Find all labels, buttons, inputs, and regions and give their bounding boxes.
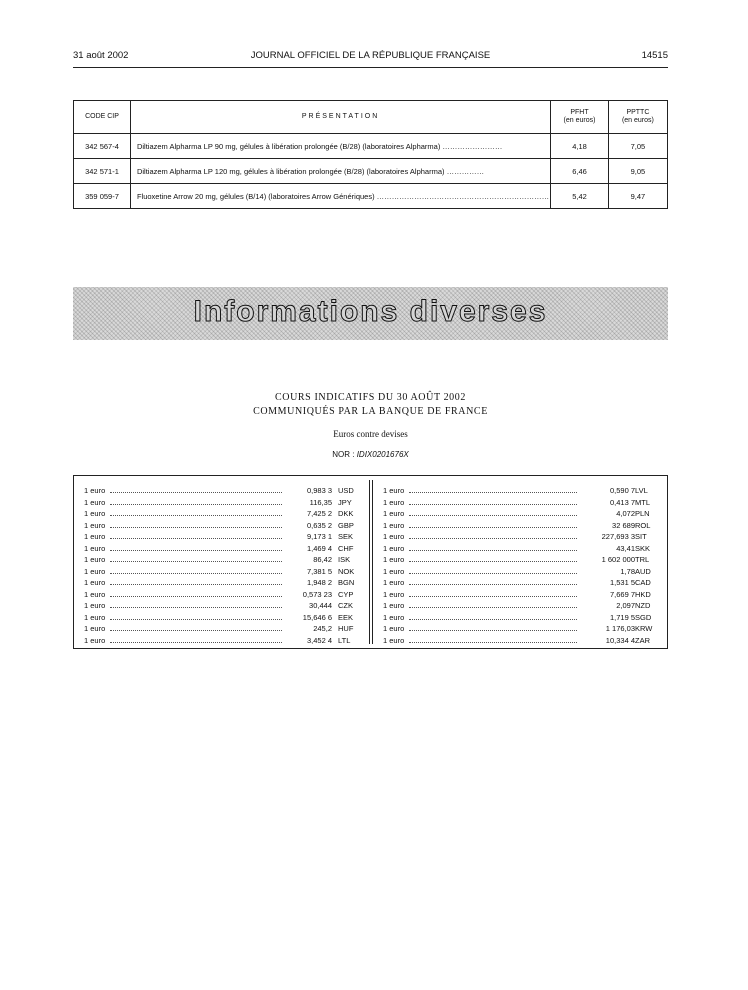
presentation-text: Diltiazem Alpharma LP 120 mg, gélules à libération prolongée (B/28) (laboratoires Alpharma): [136, 166, 445, 176]
cours-title-line2: COMMUNIQUÉS PAR LA BANQUE DE FRANCE: [253, 406, 488, 417]
leader-dots: [110, 515, 282, 516]
currency-code: SGD: [635, 612, 652, 622]
currency-code: TRL: [635, 555, 650, 564]
rate-row: [84, 521, 366, 533]
rate-label: 1 euro: [84, 578, 106, 587]
rate-label: 1 euro: [84, 566, 106, 576]
rate-label: 1 euro: [84, 509, 106, 518]
currency-code: SIT: [635, 532, 647, 541]
rate-row: [383, 486, 665, 498]
table-row: [74, 184, 668, 209]
header-rule: [73, 67, 668, 68]
ppttc-unit: (en euros): [621, 117, 654, 124]
pfht-label: PFHT: [570, 109, 589, 116]
rate-label: 1 euro: [84, 555, 106, 564]
drug-price-table: [73, 100, 668, 209]
leader-dots: [110, 607, 282, 608]
rate-row: [383, 567, 665, 579]
cell-presentation: Diltiazem Alpharma LP 90 mg, gélules à libération prolongée (B/28) (laboratoires Alpharma) ……………………: [130, 134, 550, 159]
cell-presentation: Diltiazem Alpharma LP 120 mg, gélules à libération prolongée (B/28) (laboratoires Alpharma) ……………: [130, 159, 550, 184]
rate-value: 1,948 2: [306, 578, 332, 587]
rate-row: [84, 601, 366, 613]
rate-label: 1 euro: [383, 578, 405, 587]
rate-value: 10,334 4: [605, 635, 635, 645]
presentation-text: Diltiazem Alpharma LP 90 mg, gélules à libération prolongée (B/28) (laboratoires Alpharma): [136, 141, 441, 151]
rate-value: 245,2: [313, 624, 332, 633]
rate-value: 1,469 4: [306, 543, 332, 553]
rate-label: 1 euro: [383, 555, 405, 564]
col-header-presentation: PRÉSENTATION: [130, 101, 550, 134]
leader-dots: [409, 607, 577, 608]
rate-label: 1 euro: [84, 635, 106, 645]
rate-row: [84, 509, 366, 521]
col-header-pfht: [551, 101, 609, 134]
currency-code: MTL: [635, 497, 650, 507]
cell-code: 359 059-7: [74, 184, 131, 209]
leader-dots: [110, 630, 282, 631]
rate-label: 1 euro: [84, 532, 106, 541]
rate-label: 1 euro: [383, 566, 405, 576]
currency-code: CAD: [635, 578, 651, 587]
leader-dots: [409, 584, 577, 585]
currency-code: AUD: [635, 566, 651, 576]
exchange-rates-table: [73, 475, 668, 649]
currency-code: ROL: [635, 520, 651, 530]
currency-code: DKK: [338, 509, 354, 518]
leader-dots: [110, 596, 282, 597]
cell-code: 342 567-4: [74, 134, 131, 159]
rate-row: [84, 624, 366, 636]
rate-row: [383, 509, 665, 521]
leader-dots: [409, 527, 577, 528]
rate-row: [84, 486, 366, 498]
rate-value: 86,42: [313, 555, 332, 564]
rate-label: 1 euro: [383, 624, 405, 633]
rate-value: 0,635 2: [306, 520, 332, 530]
rate-label: 1 euro: [383, 486, 405, 495]
rate-value: 227,693 3: [601, 532, 635, 541]
ppttc-label: PPTTC: [626, 109, 650, 116]
leader-dots: [110, 492, 282, 493]
nor-label: NOR :: [332, 450, 355, 459]
header-page-number: 14515: [641, 50, 668, 61]
rate-row: [383, 613, 665, 625]
leader-dots: [409, 561, 577, 562]
leader-dots: [409, 492, 577, 493]
table-row: [74, 159, 668, 184]
rate-label: 1 euro: [84, 497, 106, 507]
rate-value: 9,173 1: [306, 532, 332, 541]
rate-row: [84, 578, 366, 590]
rate-label: 1 euro: [84, 601, 106, 610]
rate-value: 0,983 3: [306, 486, 332, 495]
rate-row: [84, 498, 366, 510]
leader-dots: [110, 550, 282, 551]
rate-label: 1 euro: [383, 520, 405, 530]
currency-code: LVL: [635, 486, 648, 495]
currency-code: HUF: [338, 624, 354, 633]
presentation-text: Fluoxetine Arrow 20 mg, gélules (B/14) (laboratoires Arrow Génériques): [136, 191, 375, 201]
rate-row: [383, 544, 665, 556]
rate-label: 1 euro: [383, 543, 405, 553]
rate-row: [383, 532, 665, 544]
rate-row: [84, 544, 366, 556]
cell-pfht: 5,42: [551, 184, 609, 209]
currency-code: NOK: [338, 566, 355, 576]
rate-row: [84, 636, 366, 648]
currency-code: NZD: [635, 601, 651, 610]
rate-row: [84, 613, 366, 625]
rate-row: [383, 601, 665, 613]
currency-code: USD: [338, 486, 354, 495]
currency-code: JPY: [338, 497, 352, 507]
table-row: [74, 134, 668, 159]
leader-dots: [409, 538, 577, 539]
currency-code: SKK: [635, 543, 651, 553]
cell-presentation: Fluoxetine Arrow 20 mg, gélules (B/14) (laboratoires Arrow Génériques) ……………………………………………………………: [130, 184, 550, 209]
leader-dots: [409, 573, 577, 574]
cell-ppttc: 7,05: [608, 134, 667, 159]
rate-label: 1 euro: [383, 635, 405, 645]
leader-dots: [409, 515, 577, 516]
rate-value: 1,78: [620, 566, 635, 576]
rate-value: 3,452 4: [306, 635, 332, 645]
rate-value: 7,381 5: [306, 566, 332, 576]
leader-dots: [110, 538, 282, 539]
currency-code: ZAR: [635, 635, 650, 645]
cell-pfht: 4,18: [551, 134, 609, 159]
leader-dots: [110, 619, 282, 620]
cours-subtitle: Euros contre devises: [333, 429, 408, 439]
rate-label: 1 euro: [84, 486, 106, 495]
currency-code: PLN: [635, 509, 650, 518]
leader-dots: [409, 596, 577, 597]
rate-row: [383, 521, 665, 533]
header-journal-title: JOURNAL OFFICIEL DE LA RÉPUBLIQUE FRANÇAISE: [250, 50, 491, 61]
rate-value: 1,719 5: [609, 612, 635, 622]
rate-label: 1 euro: [383, 601, 405, 610]
currency-code: BGN: [338, 578, 355, 587]
rate-row: [383, 555, 665, 567]
rate-row: [84, 532, 366, 544]
currency-code: EEK: [338, 612, 354, 622]
rate-label: 1 euro: [84, 543, 106, 553]
rate-value: 0,573 23: [302, 589, 332, 599]
rate-label: 1 euro: [84, 624, 106, 633]
rate-row: [383, 590, 665, 602]
cell-ppttc: 9,47: [608, 184, 667, 209]
rate-row: [383, 498, 665, 510]
rate-value: 7,669 7: [609, 589, 635, 599]
rate-value: 0,590 7: [609, 486, 635, 495]
rate-value: 1 176,03: [605, 624, 635, 633]
currency-code: KRW: [635, 624, 653, 633]
rate-row: [383, 636, 665, 648]
header-date: 31 août 2002: [73, 50, 129, 61]
leader-dots: [409, 630, 577, 631]
column-divider: [369, 480, 373, 644]
rate-value: 116,35: [309, 497, 332, 507]
currency-code: HKD: [635, 589, 651, 599]
section-banner: [73, 287, 668, 340]
rate-value: 43,41: [616, 543, 635, 553]
pfht-unit: (en euros): [563, 117, 596, 124]
col-header-code: CODE CIP: [74, 101, 131, 134]
leader-dots: [409, 550, 577, 551]
leader-dots: [110, 504, 282, 505]
cours-title-line1: COURS INDICATIFS DU 30 AOÛT 2002: [275, 392, 466, 403]
cell-pfht: 6,46: [551, 159, 609, 184]
rate-row: [84, 590, 366, 602]
rate-value: 4,072: [616, 509, 635, 518]
rate-value: 15,646 6: [302, 612, 332, 622]
currency-code: GBP: [338, 520, 354, 530]
rate-value: 30,444: [309, 601, 332, 610]
leader-dots: [409, 504, 577, 505]
rate-row: [84, 567, 366, 579]
nor-reference: [73, 450, 668, 459]
currency-code: ISK: [338, 555, 351, 564]
currency-code: CZK: [338, 601, 353, 610]
rates-column-left: [84, 486, 366, 647]
cell-ppttc: 9,05: [608, 159, 667, 184]
leader-dots: [110, 642, 282, 643]
rate-label: 1 euro: [383, 532, 405, 541]
rate-value: 32 689: [612, 520, 635, 530]
table-header-row: [74, 101, 668, 134]
rate-label: 1 euro: [383, 612, 405, 622]
currency-code: CHF: [338, 543, 354, 553]
rate-label: 1 euro: [84, 612, 106, 622]
rate-value: 1 602 000: [601, 555, 635, 564]
leader-dots: [409, 619, 577, 620]
page-header: [73, 48, 668, 66]
rate-row: [84, 555, 366, 567]
rate-row: [383, 624, 665, 636]
cell-code: 342 571-1: [74, 159, 131, 184]
nor-code: IDIX0201676X: [356, 450, 409, 459]
rate-label: 1 euro: [84, 520, 106, 530]
rate-row: [383, 578, 665, 590]
leader-dots: [409, 642, 577, 643]
currency-code: LTL: [338, 635, 351, 645]
rate-value: 2,097: [616, 601, 635, 610]
leader-dots: [110, 573, 282, 574]
rate-label: 1 euro: [383, 497, 405, 507]
leader-dots: [110, 584, 282, 585]
rate-label: 1 euro: [383, 589, 405, 599]
rate-value: 7,425 2: [306, 509, 332, 518]
currency-code: CYP: [338, 589, 354, 599]
rate-label: 1 euro: [383, 509, 405, 518]
leader-dots: [110, 561, 282, 562]
leader-dots: [110, 527, 282, 528]
rate-value: 1,531 5: [609, 578, 635, 587]
currency-code: SEK: [338, 532, 354, 541]
rate-value: 0,413 7: [609, 497, 635, 507]
rate-label: 1 euro: [84, 589, 106, 599]
section-title: Informations diverses: [193, 295, 548, 328]
rates-column-right: [383, 486, 665, 647]
col-header-ppttc: [608, 101, 667, 134]
